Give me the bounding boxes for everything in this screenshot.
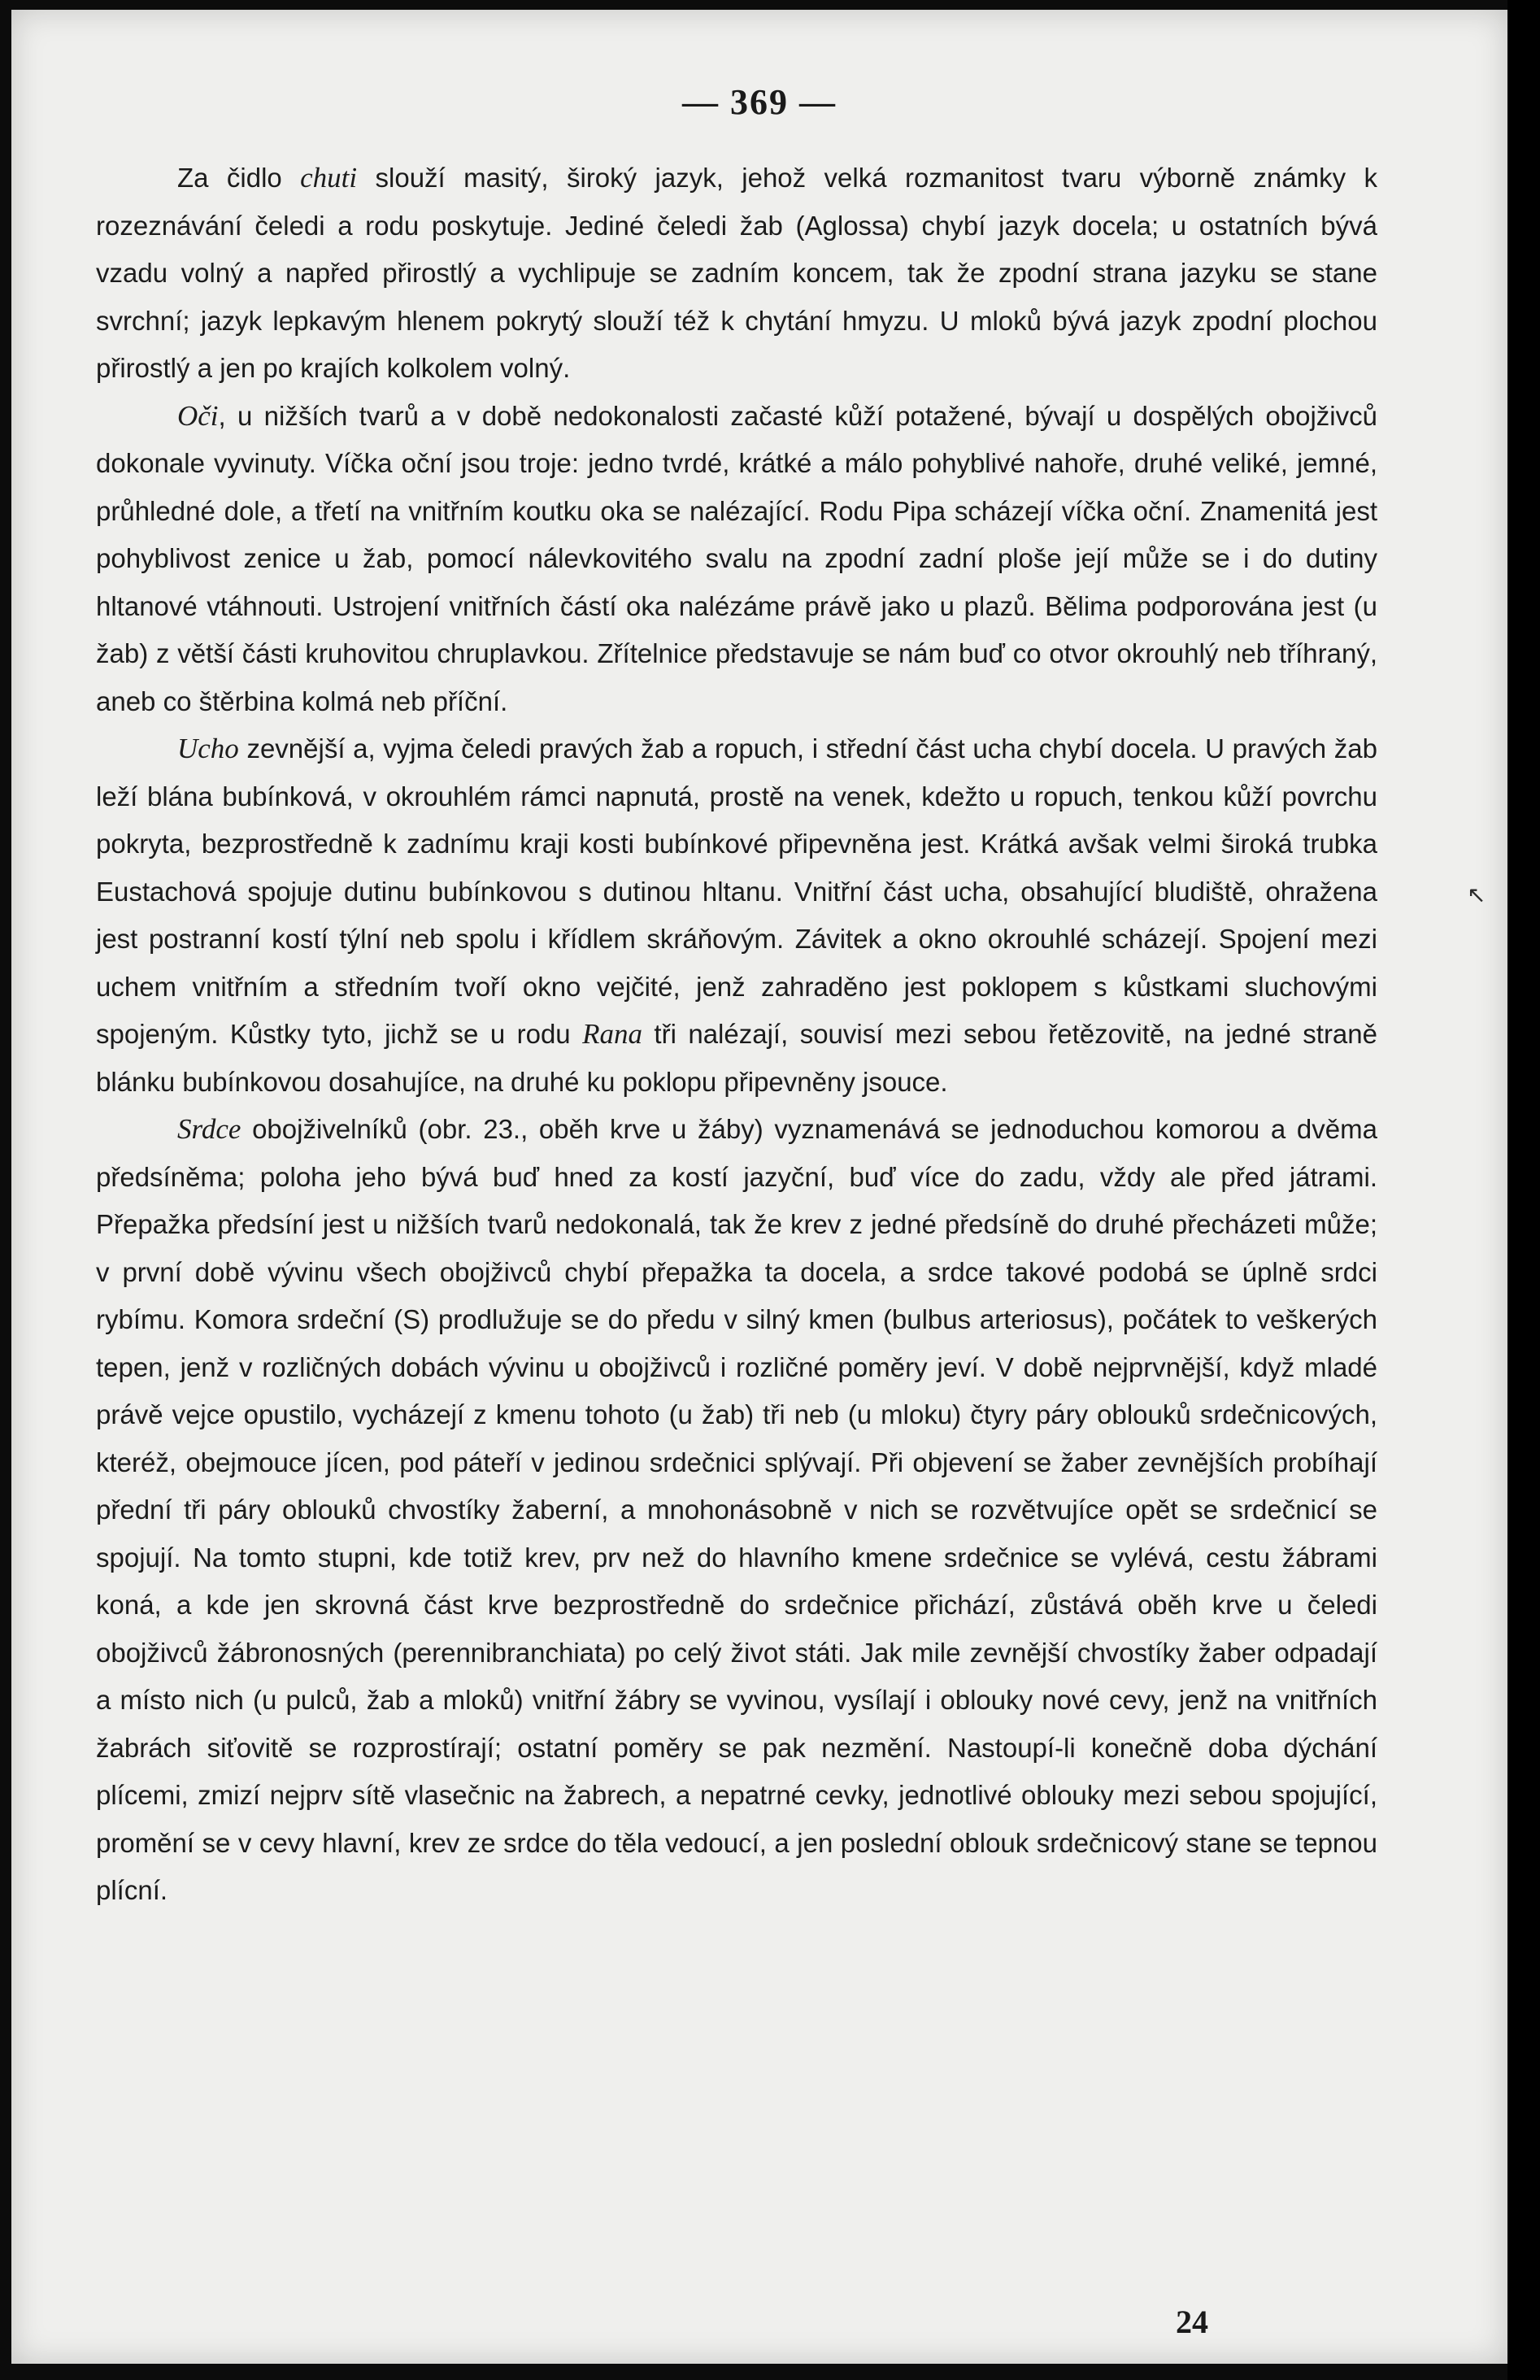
paragraph-eyes xyxy=(96,393,1377,726)
paragraph-ear-text: zevnější a, vyjma čeledi pravých žab a ropuch, i střední část ucha chybí docela. U pravých žab leží blána bubínková, v okrouhlém rámci napnutá, prostě na venek, kdežto u ropuch, tenkou kůží povrchu pokryta, bezprostředně k zadnímu kraji kosti bubínkové připevněna jest. Krátká avšak velmi široká trubka Eustachová spojuje dutinu bubínkovou s dutinou hltanu. Vnitřní část ucha, obsahující bludiště, ohražena jest postranní kostí týlní neb spolu i křídlem skráňovým. Závitek a okno okrouhlé scházejí. Spojení mezi uchem vnitřním a středním tvoří okno vejčité, jenž zahraděno jest poklopem s kůstkami sluchovými spojeným. Kůstky tyto, jichž se u rodu xyxy=(96,733,1377,1049)
paragraph-ear xyxy=(96,725,1377,1106)
paragraph-taste xyxy=(96,154,1377,393)
term-taste: chuti xyxy=(300,162,358,194)
paragraph-ear-text-end: tři nalézají, souvisí mezi sebou řetězovitě, na jedné straně blánku bubínkovou dosahujíce, na druhé ku poklopu připevněny jsouce. xyxy=(96,1019,1377,1097)
term-rana: Rana xyxy=(582,1018,642,1050)
term-heart: Srdce xyxy=(177,1113,241,1145)
paragraph-taste-text: slouží masitý, široký jazyk, jehož velká rozmanitost tvaru výborně známky k rozeznávání čeledi a rodu poskytuje. Jediné čeledi žab (Aglossa) chybí jazyk docela; u ostatních bývá vzadu volný a napřed přirostlý a vychlipuje se zadním koncem, tak že zpodní strana jazyku se stane svrchní; jazyk lepkavým hlenem pokrytý slouží též k chytání hmyzu. U mloků bývá jazyk zpodní plochou přirostlý a jen po krajích kolkolem volný. xyxy=(96,163,1377,383)
scan-right-edge xyxy=(1507,0,1540,2380)
book-page xyxy=(11,10,1507,2364)
paragraph-heart xyxy=(96,1106,1377,1915)
signature-mark: 24 xyxy=(1176,2304,1208,2340)
paragraph-eyes-text: , u nižších tvarů a v době nedokonalosti začasté kůží potažené, bývají u dospělých obojživců dokonale vyvinuty. Víčka oční jsou troje: jedno tvrdé, krátké a málo pohyblivé nahoře, druhé veliké, jemné, průhledné dole, a třetí na vnitřním koutku oka se nalézající. Rodu Pipa scházejí víčka oční. Znamenitá jest pohyblivost zenice u žab, pomocí nálevkovitého svalu na zpodní zadní ploše její může se i do dutiny hltanové vtáhnouti. Ustrojení vnitřních částí oka nalézáme právě jako u plazů. Bělima podporována jest (u žab) z větší části kruhovitou chruplavkou. Zřítelnice představuje se nám buď co otvor okrouhlý neb tříhraný, aneb co štěrbina kolmá neb příční. xyxy=(96,400,1377,716)
term-ear: Ucho xyxy=(177,733,239,764)
margin-mark: ↖ xyxy=(1467,881,1486,908)
page-number: — 369 — xyxy=(682,82,837,122)
paragraph-taste-lead: Za čidlo xyxy=(177,163,301,193)
paragraph-heart-text: obojživelníků (obr. 23., oběh krve u žáby) vyznamenává se jednoduchou komorou a dvěma předsíněma; poloha jeho bývá buď hned za kostí jazyční, buď více do zadu, vždy ale před játrami. Přepažka předsíní jest u nižších tvarů nedokonalá, tak že krev z jedné předsíně do druhé přecházeti může; v první době vývinu všech obojživců chybí přepažka ta docela, a srdce takové podobá se úplně srdci rybímu. Komora srdeční (S) prodlužuje se do předu v silný kmen (bulbus arteriosus), počátek to veškerých tepen, jenž v rozličných dobách vývinu u obojživců i rozličné poměry jeví. V době nejprvnější, když mladé právě vejce opustilo, vycházejí z kmenu tohoto (u žab) tři neb (u mloku) čtyry páry oblouků srdečnicových, kteréž, obejmouce jícen, pod páteří v jedinou srdečnici splývají. Při objevení se žaber zevnějších probíhají přední tři páry oblouků chvostíky žaberní, a mnohonásobně v nich se rozvětvujíce opět se srdečnicí se spojují. Na tomto stupni, kde totiž krev, prv než do hlavního kmene srdečnice se vylévá, cestu žábrami koná, a kde jen skrovná část krve bezprostředně do srdečnice přichází, zůstává oběh krve u čeledi obojživců žábronosných (perennibranchiata) po celý život státi. Jak mile zevnější chvostíky žaber odpadají a místo nich (u pulců, žab a mloků) vnitřní žábry se vyvinou, vysílají i oblouky nové cevy, jenž na vnitřních žabrách siťovitě se rozprostírají; ostatní poměry se pak nezmění. Nastoupí-li konečně doba dýchání plícemi, zmizí nejprv sítě vlasečnic na žabrech, a nepatrné cevky, jednotlivé oblouky mezi sebou spojující, promění se v cevy hlavní, krev ze srdce do těla vedoucí, a jen poslední oblouk srdečnicový stane se tepnou plícní. xyxy=(96,1114,1377,1905)
term-eyes: Oči xyxy=(177,399,219,432)
page-body xyxy=(96,154,1377,1915)
